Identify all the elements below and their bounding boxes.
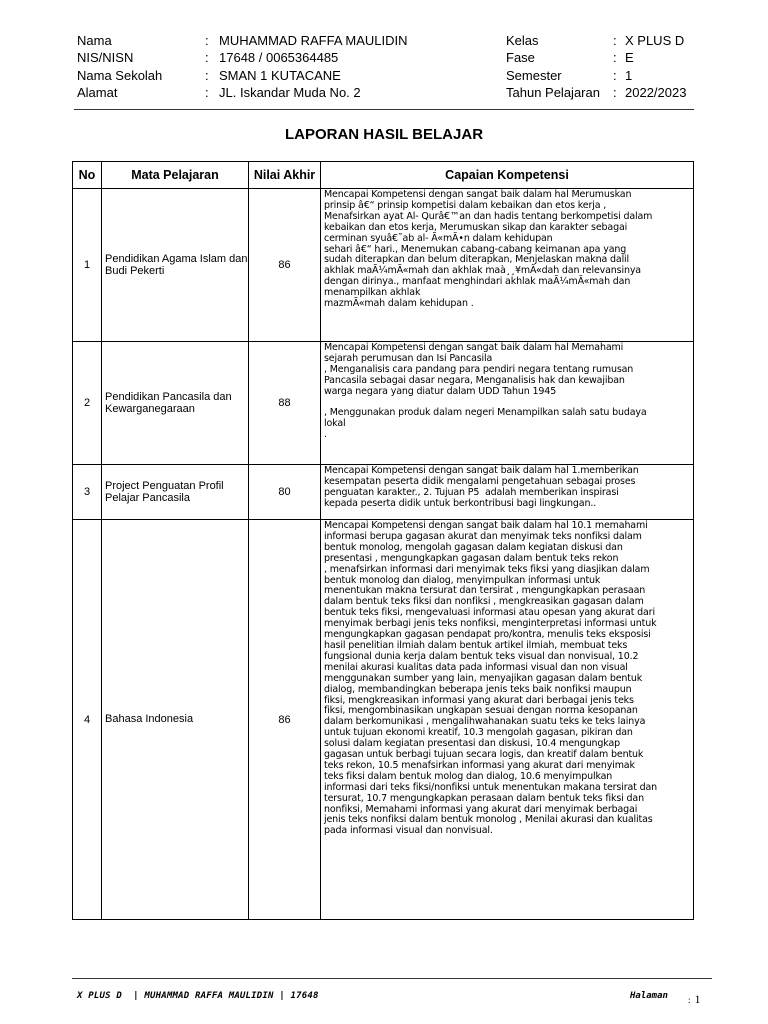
competency-text: Mencapai Kompetensi dengan sangat baik dalam hal 1.memberikan kesempatan peserta didik mengalami pengetahuan sebagai proses penguatan karakter., 2. Tujuan P5 adalah memberikan inspirasi kepada peserta didik untuk berkontribusi bagi lingkungan.. bbox=[324, 465, 639, 509]
info-value: SMAN 1 KUTACANE bbox=[219, 67, 341, 83]
final-score: 86 bbox=[249, 520, 321, 920]
student-info-right bbox=[506, 32, 706, 101]
row-number: 3 bbox=[73, 465, 102, 520]
table-header-row bbox=[73, 162, 694, 189]
info-row-address bbox=[77, 84, 497, 101]
page-number-colon: : bbox=[688, 995, 691, 1005]
competency-text: Mencapai Kompetensi dengan sangat baik dalam hal 10.1 memahami informasi berupa gagasan akurat dan menyimak teks nonfiksi dalam bentuk monolog, mengolah gagasan dalam kegiatan diskusi dan presentasi , mengungkapkan gagasan dalam bentuk teks rekon , menafsirkan informasi dari menyimak teks fiksi yang diasjikan dalam bentuk monolog dan dialog, menyimpulkan informasi untuk menentukan makna tersurat dan tersirat , mengungkapkan perasaan dalam bentuk teks fiksi dan nonfiksi , mengkreasikan gagasan dalam bentuk teks fiksi, mengevaluasi informasi atau opesan yang akurat dari menyimak berbagi jenis teks nonfiksi, menginterpretasi informasi untuk mengungkapkan gagasan pendapat pro/kontra, menulis teks eksposisi hasil penelitian ilmiah dalam bentuk artikel ilmiah, membuat teks fungsional dunia kerja dalam bentuk teks visual dan nonvisual, 10.2 menilai akurasi kualitas data pada informasi visual dan non visual menggunakan sumber yang lain, menyajikan gagasan dalam bentuk dialog, membandingkan beberapa jenis teks baik nonfiksi maupun fiksi, mengkreasikan informasi yang akurat dari berbagai jenis teks fiksi, mengombinasikan ungkapan sesuai dengan norma kesopanan dalam berkomunikasi , mengalihwahanakan suatu teks ke teks lainya untuk tujuan ekonomi kreatif, 10.3 mengolah gagasan, pikiran dan solusi dalam kegiatan presentasi dan diskusi, 10.4 mengungkap gagasan untuk berbagi tujuan secara logis, dan kreatif dalam bentuk teks rekon, 10.5 menafsirkan informasi yang akurat dari menyimak teks fiksi dalam bentuk molog dan dialog, 10.6 menyimpulkan informasi dari teks fiksi/nonfiksi untuk menentukan makana tersirat dan tersurat, 10.7 mengungkapkan perasaan dalam bentuk teks fiksi dan nonfiksi, Memahami informasi yang akurat dari menyimak berbagai jenis teks nonfiksi dalam bentuk monolog , Menilai akurasi dan kualitas pada informasi visual dan nonvisual. bbox=[324, 520, 658, 837]
final-score: 88 bbox=[249, 342, 321, 465]
competency-cell bbox=[321, 342, 694, 465]
competency-text: Mencapai Kompetensi dengan sangat baik dalam hal Memahami sejarah perumusan dan Isi Pancasila , Menganalisis cara pandang para pendiri negara tentang rumusan Pancasila sebagai dasar negara, Menganalisis hak dan kewajiban warga negara yang diatur dalam UDD Tahun 1945 , Menggunakan produk dalam negeri Menampilkan salah satu budaya lokal . bbox=[324, 342, 647, 441]
subject-name: Pendidikan Pancasila dan Kewarganegaraan bbox=[102, 342, 249, 465]
info-label: Alamat bbox=[77, 84, 118, 100]
student-info-left bbox=[77, 32, 497, 101]
final-score: 80 bbox=[249, 465, 321, 520]
info-separator: : bbox=[205, 33, 209, 48]
table-row bbox=[73, 342, 694, 465]
table-row bbox=[73, 520, 694, 920]
row-number: 4 bbox=[73, 520, 102, 920]
competency-cell bbox=[321, 189, 694, 342]
info-separator: : bbox=[613, 33, 617, 48]
info-value: MUHAMMAD RAFFA MAULIDIN bbox=[219, 33, 408, 48]
info-label: Fase bbox=[506, 50, 535, 66]
info-label: Nama Sekolah bbox=[77, 67, 163, 83]
final-score: 86 bbox=[249, 189, 321, 342]
info-row-nama bbox=[77, 32, 497, 49]
info-separator: : bbox=[613, 50, 617, 66]
competency-cell bbox=[321, 465, 694, 520]
row-number: 2 bbox=[73, 342, 102, 465]
subject-name: Bahasa Indonesia bbox=[102, 520, 249, 920]
info-separator: : bbox=[613, 84, 617, 100]
page-title: LAPORAN HASIL BELAJAR bbox=[284, 126, 484, 143]
info-label: NIS/NISN bbox=[77, 50, 134, 66]
info-row-phase bbox=[506, 49, 706, 66]
competency-cell bbox=[321, 520, 694, 920]
info-row-class bbox=[506, 32, 706, 49]
info-value: 17648 / 0065364485 bbox=[219, 50, 339, 66]
competency-text: Mencapai Kompetensi dengan sangat baik dalam hal Merumuskan prinsip â€“ prinsip kompetisi dalam kebaikan dan etos kerja , Menafsirkan ayat Al- Qurâ€™an dan hadis tentang berkompetisi dalam kebaikan dan etos kerja, Merumuskan sikap dan karakter sebagai cerminan syuâ€˜ab al- Ã«mÃ•n dalam kehidupan sehari â€“ hari., Menemukan cabang-cabang keimanan apa yang sudah diterapkan dan belum diterapkan, Menjelaskan makna dalil akhlak maÃ¼mÃ«mah dan akhlak maà¸¸¥mÃ«dah dan relevansinya dengan dirinya., manfaat menghindari akhlak maÃ¼mÃ«mah dan menampilkan akhlak mazmÃ«mah dalam kehidupan . bbox=[324, 189, 653, 310]
info-label: Semester bbox=[506, 67, 562, 83]
info-row-academic-year bbox=[506, 84, 706, 101]
info-separator: : bbox=[613, 67, 617, 83]
info-value: E bbox=[625, 50, 634, 66]
grades-table bbox=[72, 161, 694, 920]
info-label: Tahun Pelajaran bbox=[506, 84, 600, 100]
info-value: X PLUS D bbox=[625, 33, 685, 48]
info-value: 1 bbox=[625, 67, 633, 83]
footer-student-summary: X PLUS D | MUHAMMAD RAFFA MAULIDIN | 17648 bbox=[77, 991, 319, 1001]
info-label: Kelas bbox=[506, 33, 539, 48]
info-label: Nama bbox=[77, 33, 112, 48]
footer-page-label: Halaman bbox=[630, 991, 668, 1001]
page-number-value: 1 bbox=[694, 992, 701, 1006]
info-row-school bbox=[77, 67, 497, 84]
table-row bbox=[73, 189, 694, 342]
info-separator: : bbox=[205, 67, 209, 83]
info-row-nisn bbox=[77, 49, 497, 66]
footer-page-number bbox=[688, 992, 701, 1007]
row-number: 1 bbox=[73, 189, 102, 342]
table-row bbox=[73, 465, 694, 520]
header-subject: Mata Pelajaran bbox=[102, 162, 249, 189]
subject-name: Pendidikan Agama Islam dan Budi Pekerti bbox=[102, 189, 249, 342]
header-no: No bbox=[73, 162, 102, 189]
info-value: JL. Iskandar Muda No. 2 bbox=[219, 84, 361, 100]
info-separator: : bbox=[205, 84, 209, 100]
info-value: 2022/2023 bbox=[625, 84, 687, 100]
info-separator: : bbox=[205, 50, 209, 66]
info-row-semester bbox=[506, 67, 706, 84]
footer-divider bbox=[72, 978, 712, 979]
subject-name: Project Penguatan Profil Pelajar Pancasila bbox=[102, 465, 249, 520]
header-divider bbox=[74, 109, 694, 110]
header-score: Nilai Akhir bbox=[249, 162, 321, 189]
header-competency: Capaian Kompetensi bbox=[321, 162, 694, 189]
